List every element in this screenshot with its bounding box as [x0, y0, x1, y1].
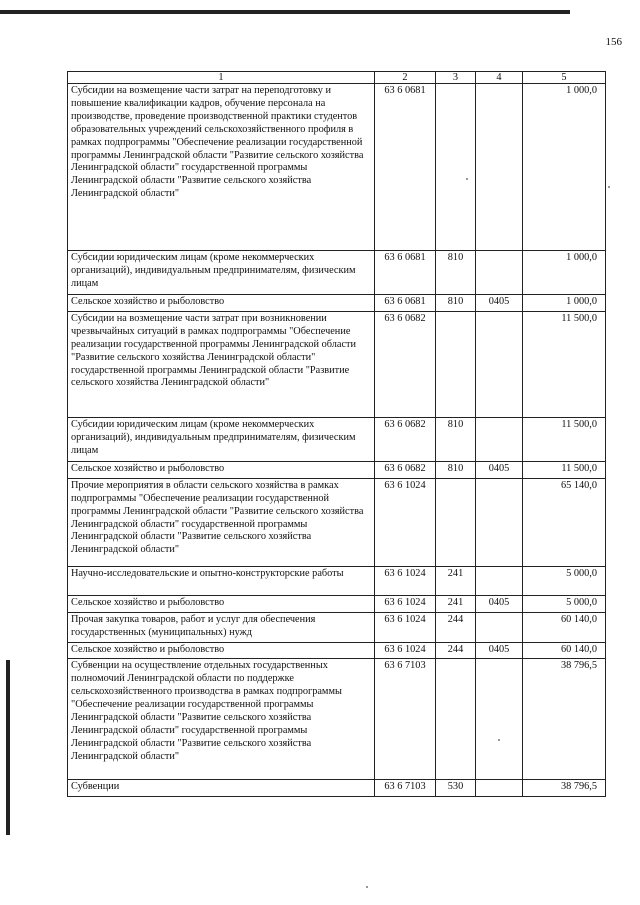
- row-name-cell: Сельское хозяйство и рыболовство: [68, 461, 375, 478]
- row-vr-cell: [436, 478, 476, 566]
- row-amount-cell: 38 796,5: [523, 659, 606, 780]
- table-row: [68, 478, 606, 566]
- row-name-cell: Научно-исследовательские и опытно-конструкторские работы: [68, 566, 375, 595]
- scan-speck: [366, 886, 368, 888]
- row-code-cell: 63 6 0682: [375, 461, 436, 478]
- row-code-cell: 63 6 7103: [375, 780, 436, 797]
- row-section-cell: [476, 84, 523, 251]
- row-code-cell: 63 6 1024: [375, 642, 436, 659]
- row-code-cell: 63 6 1024: [375, 566, 436, 595]
- table-row: [68, 84, 606, 251]
- row-name-cell: Прочая закупка товаров, работ и услуг для обеспечения государственных (муниципальных) нужд: [68, 612, 375, 642]
- table-row: [68, 595, 606, 612]
- scan-speck: [498, 739, 500, 741]
- row-amount-cell: 1 000,0: [523, 84, 606, 251]
- page-number: 156: [605, 36, 622, 48]
- row-amount-cell: 5 000,0: [523, 566, 606, 595]
- row-code-cell: 63 6 0681: [375, 251, 436, 295]
- row-amount-cell: 11 500,0: [523, 311, 606, 417]
- row-name-cell: Субсидии юридическим лицам (кроме некоммерческих организаций), индивидуальным предпринимателям, физическим лицам: [68, 417, 375, 461]
- row-code-cell: 63 6 0682: [375, 417, 436, 461]
- row-vr-cell: 241: [436, 595, 476, 612]
- row-vr-cell: 810: [436, 461, 476, 478]
- column-number-2: 2: [375, 72, 436, 84]
- table-row: [68, 780, 606, 797]
- row-section-cell: [476, 659, 523, 780]
- row-amount-cell: 11 500,0: [523, 417, 606, 461]
- row-amount-cell: 65 140,0: [523, 478, 606, 566]
- row-section-cell: [476, 780, 523, 797]
- budget-table: [67, 71, 606, 797]
- row-vr-cell: [436, 311, 476, 417]
- row-vr-cell: 530: [436, 780, 476, 797]
- column-number-1: 1: [68, 72, 375, 84]
- row-name-cell: Субсидии юридическим лицам (кроме некоммерческих организаций), индивидуальным предпринимателям, физическим лицам: [68, 251, 375, 295]
- scan-speck: [608, 186, 610, 188]
- table-row: [68, 417, 606, 461]
- row-code-cell: 63 6 0681: [375, 295, 436, 312]
- row-vr-cell: 810: [436, 295, 476, 312]
- row-amount-cell: 60 140,0: [523, 612, 606, 642]
- row-name-cell: Сельское хозяйство и рыболовство: [68, 295, 375, 312]
- row-section-cell: 0405: [476, 295, 523, 312]
- row-name-cell: Субсидии на возмещение части затрат на переподготовку и повышение квалификации кадров, обучение персонала на производстве, проведение производственной практики студентов образовательных учреждений сельскохозяйственного профиля в рамках подпрограммы "Обеспечение реализации государственной программы Ленинградской области "Развитие сельского хозяйства Ленинградской области" государственной программы Ленинградской области "Развитие сельского хозяйства Ленинградской области": [68, 84, 375, 251]
- row-amount-cell: 1 000,0: [523, 295, 606, 312]
- table-row: [68, 642, 606, 659]
- column-number-4: 4: [476, 72, 523, 84]
- row-code-cell: 63 6 1024: [375, 612, 436, 642]
- scan-edge-mark: [6, 660, 10, 835]
- column-number-3: 3: [436, 72, 476, 84]
- column-number-5: 5: [523, 72, 606, 84]
- table-row: [68, 251, 606, 295]
- row-name-cell: Субсидии на возмещение части затрат при возникновении чрезвычайных ситуаций в рамках подпрограммы "Обеспечение реализации государственной программы Ленинградской области "Развитие сельского хозяйства Ленинградской области" государственной программы Ленинградской области "Развитие сельского хозяйства Ленинградской области": [68, 311, 375, 417]
- row-name-cell: Сельское хозяйство и рыболовство: [68, 642, 375, 659]
- row-section-cell: 0405: [476, 642, 523, 659]
- row-amount-cell: 11 500,0: [523, 461, 606, 478]
- table-row: [68, 659, 606, 780]
- row-code-cell: 63 6 1024: [375, 478, 436, 566]
- row-vr-cell: 241: [436, 566, 476, 595]
- row-section-cell: [476, 612, 523, 642]
- row-section-cell: [476, 251, 523, 295]
- row-section-cell: [476, 311, 523, 417]
- row-code-cell: 63 6 0682: [375, 311, 436, 417]
- row-section-cell: [476, 478, 523, 566]
- row-amount-cell: 60 140,0: [523, 642, 606, 659]
- row-vr-cell: 244: [436, 642, 476, 659]
- table-row: [68, 566, 606, 595]
- row-section-cell: [476, 566, 523, 595]
- table-row: [68, 295, 606, 312]
- row-name-cell: Субвенции: [68, 780, 375, 797]
- row-vr-cell: 244: [436, 612, 476, 642]
- table-row: [68, 311, 606, 417]
- row-amount-cell: 1 000,0: [523, 251, 606, 295]
- row-section-cell: 0405: [476, 595, 523, 612]
- row-name-cell: Сельское хозяйство и рыболовство: [68, 595, 375, 612]
- row-name-cell: Прочие мероприятия в области сельского хозяйства в рамках подпрограммы "Обеспечение реализации государственной программы Ленинградской области "Развитие сельского хозяйства Ленинградской области" государственной программы Ленинградской области "Развитие сельского хозяйства Ленинградской области": [68, 478, 375, 566]
- row-vr-cell: [436, 659, 476, 780]
- row-vr-cell: 810: [436, 251, 476, 295]
- scan-edge-mark: [0, 10, 570, 14]
- row-vr-cell: [436, 84, 476, 251]
- table-row: [68, 461, 606, 478]
- table-row: [68, 612, 606, 642]
- row-code-cell: 63 6 1024: [375, 595, 436, 612]
- scan-speck: [466, 178, 468, 180]
- row-section-cell: 0405: [476, 461, 523, 478]
- row-code-cell: 63 6 0681: [375, 84, 436, 251]
- row-code-cell: 63 6 7103: [375, 659, 436, 780]
- row-name-cell: Субвенции на осуществление отдельных государственных полномочий Ленинградской области по поддержке сельскохозяйственного производства в рамках подпрограммы "Обеспечение реализации государственной программы Ленинградской области "Развитие сельского хозяйства Ленинградской области" государственной программы Ленинградской области "Развитие сельского хозяйства Ленинградской области": [68, 659, 375, 780]
- table-header-row: [68, 72, 606, 84]
- row-section-cell: [476, 417, 523, 461]
- row-amount-cell: 38 796,5: [523, 780, 606, 797]
- row-vr-cell: 810: [436, 417, 476, 461]
- row-amount-cell: 5 000,0: [523, 595, 606, 612]
